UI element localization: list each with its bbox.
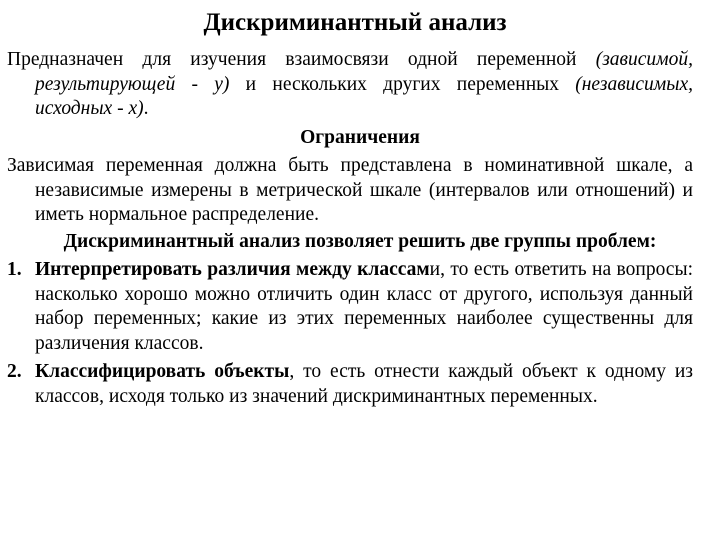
list-item-2 xyxy=(7,360,693,409)
intro-paragraph xyxy=(7,48,693,122)
intro-text-2: и нескольких других переменных xyxy=(229,73,576,95)
limitations-heading: Ограничения xyxy=(300,126,420,148)
problems-heading: Дискриминантный анализ позволяет решить две группы проблем: xyxy=(63,230,657,252)
list-item-bold: Классифицировать объекты xyxy=(35,361,290,382)
list-item-bold: Интерпретировать различия между классам xyxy=(35,259,430,280)
list-item-1 xyxy=(7,258,693,356)
intro-italic-1: (зависимой, результирующей - y) xyxy=(35,49,693,95)
slide-title: Дискриминантный анализ xyxy=(203,9,507,36)
intro-text-3: . xyxy=(143,98,149,119)
list-item-text: , то есть отнести каждый объект к одному из классов, исходя только из значений дискриминантных переменных. xyxy=(35,361,693,407)
list-item-number: 2. xyxy=(7,361,22,382)
intro-italic-2: (независимых, исходных - x) xyxy=(35,73,693,119)
limitations-paragraph: Зависимая переменная должна быть представлена в номинативной шкале, а независимые измерены в метрической шкале (интервалов или отношений) и иметь нормальное распределение. xyxy=(7,155,693,225)
slide xyxy=(0,8,720,540)
intro-text-1: Предназначен для изучения взаимосвязи одной переменной xyxy=(7,49,596,70)
list-item-number: 1. xyxy=(7,259,22,280)
list-item-text: и, то есть ответить на вопросы: насколько хорошо можно отличить один класс от другого, используя данный набор переменных; какие из этих переменных наиболее существенны для различения классов. xyxy=(35,259,693,354)
